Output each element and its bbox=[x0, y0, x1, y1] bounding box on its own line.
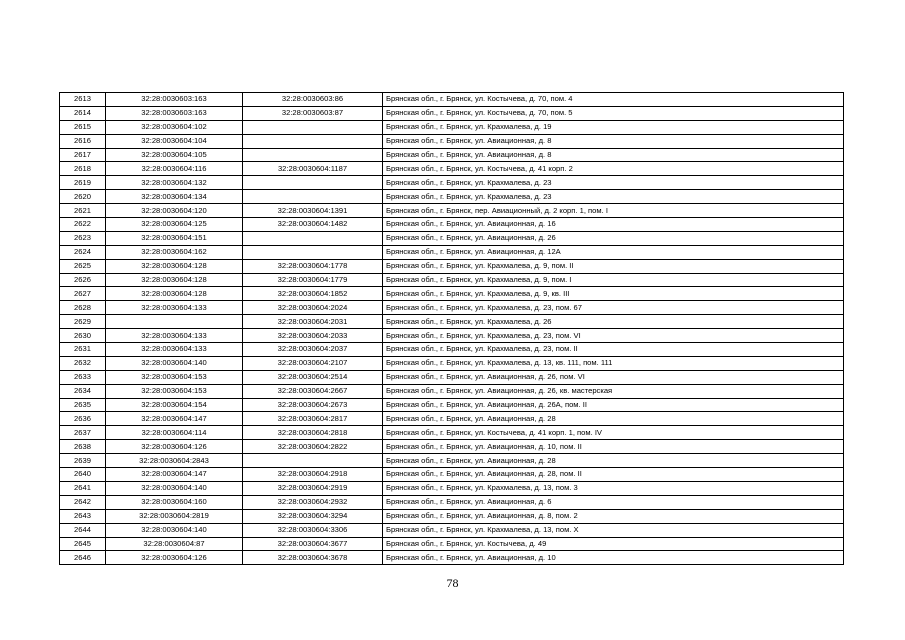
parcel-cadastral-number-cell: 32:28:0030604:125 bbox=[106, 218, 243, 232]
parcel-cadastral-number-cell: 32:28:0030603:163 bbox=[106, 93, 243, 107]
address-cell: Брянская обл., г. Брянск, ул. Авиационная, д. 28, пом. II bbox=[383, 468, 844, 482]
object-cadastral-number-cell: 32:28:0030604:1852 bbox=[243, 287, 383, 301]
table-row bbox=[60, 190, 844, 204]
row-number-cell: 2615 bbox=[60, 120, 106, 134]
table-row bbox=[60, 440, 844, 454]
address-cell: Брянская обл., г. Брянск, ул. Авиационная, д. 10, пом. II bbox=[383, 440, 844, 454]
parcel-cadastral-number-cell: 32:28:0030604:147 bbox=[106, 468, 243, 482]
address-cell: Брянская обл., г. Брянск, ул. Крахмалева, д. 13, пом. 3 bbox=[383, 481, 844, 495]
object-cadastral-number-cell: 32:28:0030604:3678 bbox=[243, 551, 383, 565]
object-cadastral-number-cell: 32:28:0030604:2918 bbox=[243, 468, 383, 482]
table-row bbox=[60, 134, 844, 148]
row-number-cell: 2621 bbox=[60, 204, 106, 218]
address-cell: Брянская обл., г. Брянск, ул. Авиационная, д. 6 bbox=[383, 495, 844, 509]
object-cadastral-number-cell: 32:28:0030604:2667 bbox=[243, 384, 383, 398]
object-cadastral-number-cell bbox=[243, 148, 383, 162]
table-row bbox=[60, 343, 844, 357]
row-number-cell: 2638 bbox=[60, 440, 106, 454]
row-number-cell: 2641 bbox=[60, 481, 106, 495]
table-row bbox=[60, 551, 844, 565]
row-number-cell: 2622 bbox=[60, 218, 106, 232]
table-row bbox=[60, 273, 844, 287]
object-cadastral-number-cell: 32:28:0030604:3294 bbox=[243, 509, 383, 523]
object-cadastral-number-cell: 32:28:0030604:2024 bbox=[243, 301, 383, 315]
address-cell: Брянская обл., г. Брянск, ул. Крахмалева, д. 23, пом. 67 bbox=[383, 301, 844, 315]
object-cadastral-number-cell: 32:28:0030604:2919 bbox=[243, 481, 383, 495]
address-cell: Брянская обл., г. Брянск, ул. Крахмалева, д. 19 bbox=[383, 120, 844, 134]
parcel-cadastral-number-cell: 32:28:0030604:153 bbox=[106, 384, 243, 398]
object-cadastral-number-cell: 32:28:0030604:2107 bbox=[243, 356, 383, 370]
row-number-cell: 2617 bbox=[60, 148, 106, 162]
table-row bbox=[60, 218, 844, 232]
object-cadastral-number-cell bbox=[243, 245, 383, 259]
row-number-cell: 2632 bbox=[60, 356, 106, 370]
parcel-cadastral-number-cell: 32:28:0030604:147 bbox=[106, 412, 243, 426]
address-cell: Брянская обл., г. Брянск, ул. Костычева, д. 41 корп. 1, пом. IV bbox=[383, 426, 844, 440]
address-cell: Брянская обл., г. Брянск, ул. Авиационная, д. 28 bbox=[383, 412, 844, 426]
table-row bbox=[60, 245, 844, 259]
object-cadastral-number-cell: 32:28:0030603:86 bbox=[243, 93, 383, 107]
row-number-cell: 2623 bbox=[60, 231, 106, 245]
address-cell: Брянская обл., г. Брянск, ул. Крахмалева, д. 26 bbox=[383, 315, 844, 329]
parcel-cadastral-number-cell: 32:28:0030603:163 bbox=[106, 106, 243, 120]
object-cadastral-number-cell: 32:28:0030604:2673 bbox=[243, 398, 383, 412]
parcel-cadastral-number-cell: 32:28:0030604:87 bbox=[106, 537, 243, 551]
address-cell: Брянская обл., г. Брянск, ул. Авиационная, д. 26А, пом. II bbox=[383, 398, 844, 412]
address-cell: Брянская обл., г. Брянск, ул. Авиационная, д. 10 bbox=[383, 551, 844, 565]
table-row bbox=[60, 315, 844, 329]
row-number-cell: 2625 bbox=[60, 259, 106, 273]
object-cadastral-number-cell: 32:28:0030604:2818 bbox=[243, 426, 383, 440]
address-cell: Брянская обл., г. Брянск, ул. Авиационная, д. 28 bbox=[383, 454, 844, 468]
row-number-cell: 2620 bbox=[60, 190, 106, 204]
address-cell: Брянская обл., г. Брянск, ул. Крахмалева, д. 13, кв. 111, пом. 111 bbox=[383, 356, 844, 370]
address-cell: Брянская обл., г. Брянск, ул. Крахмалева, д. 23 bbox=[383, 176, 844, 190]
object-cadastral-number-cell: 32:28:0030604:2932 bbox=[243, 495, 383, 509]
table-row bbox=[60, 495, 844, 509]
table-row bbox=[60, 106, 844, 120]
table-row bbox=[60, 93, 844, 107]
parcel-cadastral-number-cell: 32:28:0030604:132 bbox=[106, 176, 243, 190]
address-cell: Брянская обл., г. Брянск, ул. Авиационная, д. 8 bbox=[383, 148, 844, 162]
table-row bbox=[60, 537, 844, 551]
table-row bbox=[60, 148, 844, 162]
row-number-cell: 2634 bbox=[60, 384, 106, 398]
row-number-cell: 2629 bbox=[60, 315, 106, 329]
row-number-cell: 2639 bbox=[60, 454, 106, 468]
parcel-cadastral-number-cell: 32:28:0030604:128 bbox=[106, 273, 243, 287]
parcel-cadastral-number-cell: 32:28:0030604:160 bbox=[106, 495, 243, 509]
address-cell: Брянская обл., г. Брянск, пер. Авиационный, д. 2 корп. 1, пом. I bbox=[383, 204, 844, 218]
row-number-cell: 2646 bbox=[60, 551, 106, 565]
object-cadastral-number-cell bbox=[243, 454, 383, 468]
row-number-cell: 2643 bbox=[60, 509, 106, 523]
parcel-cadastral-number-cell: 32:28:0030604:104 bbox=[106, 134, 243, 148]
address-cell: Брянская обл., г. Брянск, ул. Авиационная, д. 26, кв. мастерская bbox=[383, 384, 844, 398]
parcel-cadastral-number-cell bbox=[106, 315, 243, 329]
parcel-cadastral-number-cell: 32:28:0030604:126 bbox=[106, 551, 243, 565]
table-row bbox=[60, 426, 844, 440]
table-row bbox=[60, 468, 844, 482]
row-number-cell: 2619 bbox=[60, 176, 106, 190]
object-cadastral-number-cell: 32:28:0030604:2514 bbox=[243, 370, 383, 384]
page-number: 78 bbox=[446, 576, 459, 590]
address-cell: Брянская обл., г. Брянск, ул. Крахмалева, д. 23 bbox=[383, 190, 844, 204]
object-cadastral-number-cell: 32:28:0030604:2822 bbox=[243, 440, 383, 454]
table-row bbox=[60, 162, 844, 176]
registry-table bbox=[59, 92, 844, 565]
object-cadastral-number-cell bbox=[243, 120, 383, 134]
table-row bbox=[60, 329, 844, 343]
table-row bbox=[60, 370, 844, 384]
address-cell: Брянская обл., г. Брянск, ул. Авиационная, д. 26, пом. VI bbox=[383, 370, 844, 384]
object-cadastral-number-cell: 32:28:0030604:2817 bbox=[243, 412, 383, 426]
table-row bbox=[60, 523, 844, 537]
object-cadastral-number-cell: 32:28:0030604:3306 bbox=[243, 523, 383, 537]
parcel-cadastral-number-cell: 32:28:0030604:133 bbox=[106, 343, 243, 357]
object-cadastral-number-cell: 32:28:0030604:1391 bbox=[243, 204, 383, 218]
parcel-cadastral-number-cell: 32:28:0030604:154 bbox=[106, 398, 243, 412]
address-cell: Брянская обл., г. Брянск, ул. Авиационная, д. 12А bbox=[383, 245, 844, 259]
object-cadastral-number-cell: 32:28:0030604:2037 bbox=[243, 343, 383, 357]
parcel-cadastral-number-cell: 32:28:0030604:140 bbox=[106, 481, 243, 495]
parcel-cadastral-number-cell: 32:28:0030604:2819 bbox=[106, 509, 243, 523]
row-number-cell: 2637 bbox=[60, 426, 106, 440]
row-number-cell: 2624 bbox=[60, 245, 106, 259]
parcel-cadastral-number-cell: 32:28:0030604:151 bbox=[106, 231, 243, 245]
table-row bbox=[60, 287, 844, 301]
address-cell: Брянская обл., г. Брянск, ул. Крахмалева, д. 9, пом. II bbox=[383, 259, 844, 273]
row-number-cell: 2645 bbox=[60, 537, 106, 551]
table-row bbox=[60, 356, 844, 370]
object-cadastral-number-cell: 32:28:0030604:2033 bbox=[243, 329, 383, 343]
address-cell: Брянская обл., г. Брянск, ул. Костычева, д. 49 bbox=[383, 537, 844, 551]
object-cadastral-number-cell: 32:28:0030604:1482 bbox=[243, 218, 383, 232]
parcel-cadastral-number-cell: 32:28:0030604:133 bbox=[106, 301, 243, 315]
address-cell: Брянская обл., г. Брянск, ул. Крахмалева, д. 23, пом. II bbox=[383, 343, 844, 357]
object-cadastral-number-cell: 32:28:0030604:2031 bbox=[243, 315, 383, 329]
row-number-cell: 2628 bbox=[60, 301, 106, 315]
object-cadastral-number-cell bbox=[243, 231, 383, 245]
table-row bbox=[60, 454, 844, 468]
table-row bbox=[60, 231, 844, 245]
table-row bbox=[60, 301, 844, 315]
parcel-cadastral-number-cell: 32:28:0030604:128 bbox=[106, 287, 243, 301]
address-cell: Брянская обл., г. Брянск, ул. Крахмалева, д. 23, пом. VI bbox=[383, 329, 844, 343]
parcel-cadastral-number-cell: 32:28:0030604:128 bbox=[106, 259, 243, 273]
parcel-cadastral-number-cell: 32:28:0030604:102 bbox=[106, 120, 243, 134]
parcel-cadastral-number-cell: 32:28:0030604:116 bbox=[106, 162, 243, 176]
row-number-cell: 2614 bbox=[60, 106, 106, 120]
registry-table-body bbox=[60, 93, 844, 565]
table-row bbox=[60, 176, 844, 190]
parcel-cadastral-number-cell: 32:28:0030604:153 bbox=[106, 370, 243, 384]
parcel-cadastral-number-cell: 32:28:0030604:114 bbox=[106, 426, 243, 440]
table-row bbox=[60, 204, 844, 218]
parcel-cadastral-number-cell: 32:28:0030604:162 bbox=[106, 245, 243, 259]
row-number-cell: 2644 bbox=[60, 523, 106, 537]
object-cadastral-number-cell: 32:28:0030604:1187 bbox=[243, 162, 383, 176]
table-row bbox=[60, 384, 844, 398]
row-number-cell: 2616 bbox=[60, 134, 106, 148]
row-number-cell: 2613 bbox=[60, 93, 106, 107]
address-cell: Брянская обл., г. Брянск, ул. Авиационная, д. 26 bbox=[383, 231, 844, 245]
row-number-cell: 2642 bbox=[60, 495, 106, 509]
parcel-cadastral-number-cell: 32:28:0030604:140 bbox=[106, 356, 243, 370]
table-row bbox=[60, 481, 844, 495]
parcel-cadastral-number-cell: 32:28:0030604:133 bbox=[106, 329, 243, 343]
parcel-cadastral-number-cell: 32:28:0030604:2843 bbox=[106, 454, 243, 468]
object-cadastral-number-cell: 32:28:0030604:3677 bbox=[243, 537, 383, 551]
row-number-cell: 2630 bbox=[60, 329, 106, 343]
table-row bbox=[60, 412, 844, 426]
parcel-cadastral-number-cell: 32:28:0030604:126 bbox=[106, 440, 243, 454]
table-row bbox=[60, 259, 844, 273]
row-number-cell: 2640 bbox=[60, 468, 106, 482]
row-number-cell: 2636 bbox=[60, 412, 106, 426]
object-cadastral-number-cell: 32:28:0030604:1778 bbox=[243, 259, 383, 273]
address-cell: Брянская обл., г. Брянск, ул. Костычева, д. 41 корп. 2 bbox=[383, 162, 844, 176]
row-number-cell: 2627 bbox=[60, 287, 106, 301]
row-number-cell: 2618 bbox=[60, 162, 106, 176]
table-row bbox=[60, 509, 844, 523]
object-cadastral-number-cell: 32:28:0030603:87 bbox=[243, 106, 383, 120]
parcel-cadastral-number-cell: 32:28:0030604:134 bbox=[106, 190, 243, 204]
parcel-cadastral-number-cell: 32:28:0030604:105 bbox=[106, 148, 243, 162]
address-cell: Брянская обл., г. Брянск, ул. Костычева, д. 70, пом. 4 bbox=[383, 93, 844, 107]
address-cell: Брянская обл., г. Брянск, ул. Крахмалева, д. 9, кв. III bbox=[383, 287, 844, 301]
row-number-cell: 2635 bbox=[60, 398, 106, 412]
object-cadastral-number-cell bbox=[243, 190, 383, 204]
row-number-cell: 2631 bbox=[60, 343, 106, 357]
table-row bbox=[60, 398, 844, 412]
row-number-cell: 2633 bbox=[60, 370, 106, 384]
object-cadastral-number-cell: 32:28:0030604:1779 bbox=[243, 273, 383, 287]
parcel-cadastral-number-cell: 32:28:0030604:120 bbox=[106, 204, 243, 218]
row-number-cell: 2626 bbox=[60, 273, 106, 287]
address-cell: Брянская обл., г. Брянск, ул. Авиационная, д. 8 bbox=[383, 134, 844, 148]
object-cadastral-number-cell bbox=[243, 134, 383, 148]
table-row bbox=[60, 120, 844, 134]
address-cell: Брянская обл., г. Брянск, ул. Крахмалева, д. 13, пом. X bbox=[383, 523, 844, 537]
address-cell: Брянская обл., г. Брянск, ул. Костычева, д. 70, пом. 5 bbox=[383, 106, 844, 120]
address-cell: Брянская обл., г. Брянск, ул. Авиационная, д. 16 bbox=[383, 218, 844, 232]
parcel-cadastral-number-cell: 32:28:0030604:140 bbox=[106, 523, 243, 537]
address-cell: Брянская обл., г. Брянск, ул. Авиационная, д. 8, пом. 2 bbox=[383, 509, 844, 523]
address-cell: Брянская обл., г. Брянск, ул. Крахмалева, д. 9, пом. I bbox=[383, 273, 844, 287]
object-cadastral-number-cell bbox=[243, 176, 383, 190]
